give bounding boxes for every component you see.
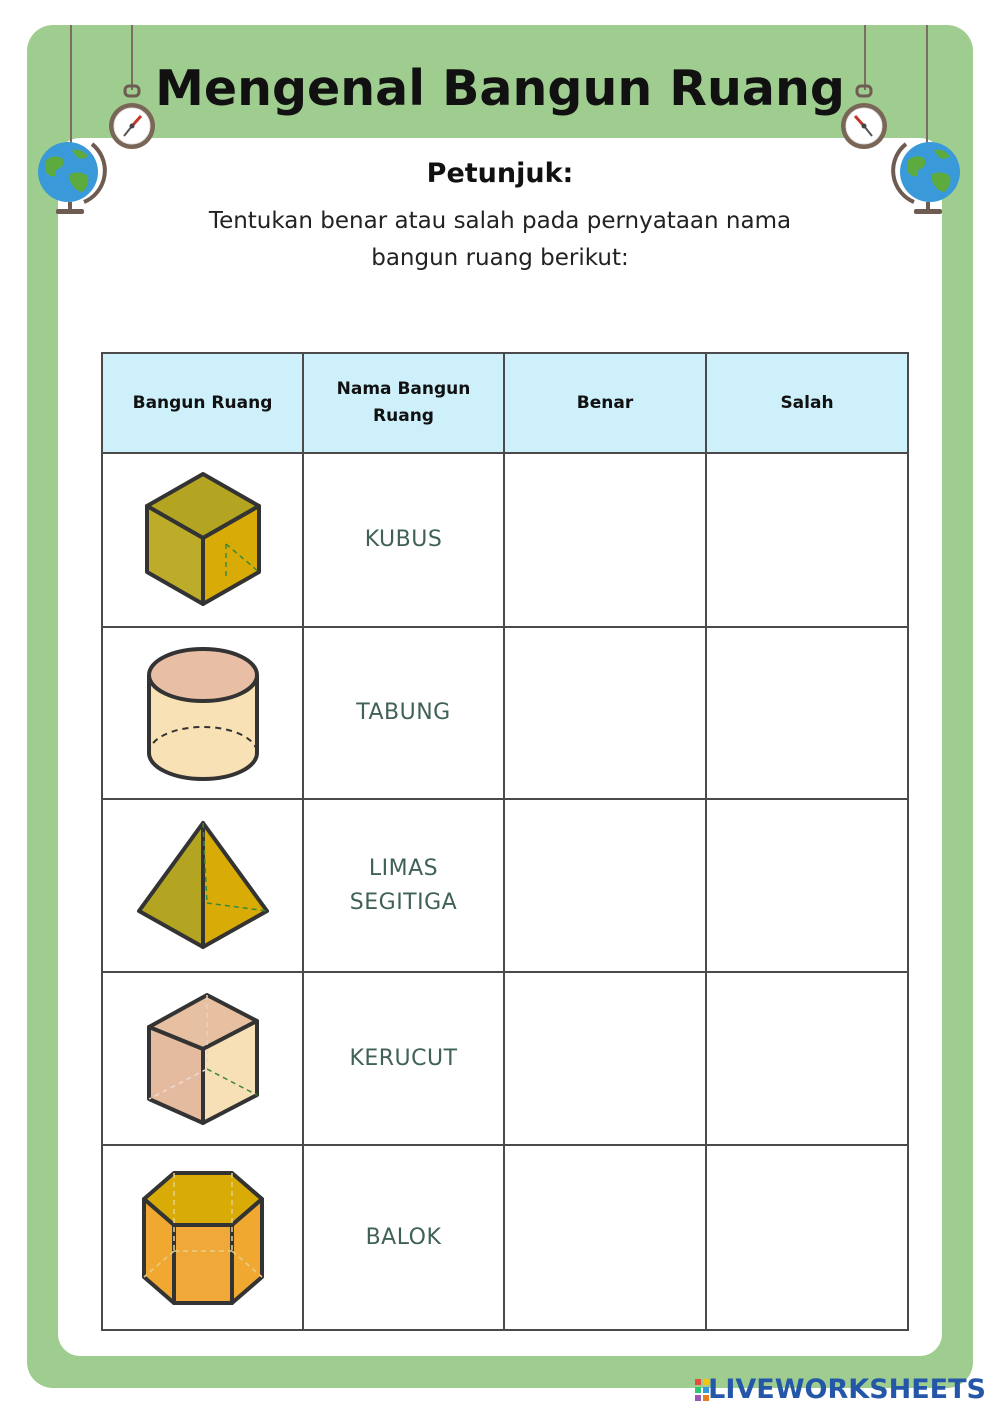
instructions-text	[180, 203, 820, 277]
header-nama-bangun-ruang	[303, 353, 504, 453]
shape-name: KERUCUT	[349, 1045, 458, 1071]
hexagonal-prism-icon	[138, 1167, 268, 1309]
table-row	[102, 1145, 908, 1330]
shape-cell	[102, 972, 303, 1145]
shape-cell	[102, 1145, 303, 1330]
shape-name-cell	[303, 1145, 504, 1330]
salah-answer-cell[interactable]	[706, 972, 908, 1145]
cylinder-icon	[145, 643, 261, 783]
shape-name: LIMAS	[368, 855, 439, 881]
pyramid-icon	[135, 819, 271, 953]
shape-name-cell	[303, 627, 504, 799]
header-benar: Benar	[504, 353, 706, 453]
hanging-string	[926, 25, 928, 143]
instructions-line: bangun ruang berikut:	[371, 245, 629, 271]
benar-answer-cell[interactable]	[504, 799, 706, 972]
globe-icon	[890, 136, 964, 216]
shape-name-cell	[303, 453, 504, 627]
instructions-heading: Petunjuk:	[426, 158, 574, 189]
benar-answer-cell[interactable]	[504, 453, 706, 627]
shape-name: BALOK	[365, 1224, 442, 1250]
table-row	[102, 799, 908, 972]
table-header-row	[102, 353, 908, 453]
benar-answer-cell[interactable]	[504, 972, 706, 1145]
shape-cell	[102, 627, 303, 799]
cube-icon	[141, 470, 265, 610]
header-line: Nama Bangun	[336, 379, 471, 399]
answer-table	[101, 352, 909, 1331]
salah-answer-cell[interactable]	[706, 799, 908, 972]
salah-answer-cell[interactable]	[706, 1145, 908, 1330]
shape-name-cell	[303, 799, 504, 972]
salah-answer-cell[interactable]	[706, 453, 908, 627]
shape-cell	[102, 799, 303, 972]
cuboid-icon	[145, 991, 261, 1127]
table-row	[102, 627, 908, 799]
header-line: Ruang	[373, 406, 434, 426]
hanging-string	[70, 25, 72, 143]
instructions-line: Tentukan benar atau salah pada pernyataan nama	[208, 208, 792, 234]
shape-cell	[102, 453, 303, 627]
benar-answer-cell[interactable]	[504, 1145, 706, 1330]
benar-answer-cell[interactable]	[504, 627, 706, 799]
page-title: Mengenal Bangun Ruang	[155, 60, 845, 117]
shape-name: SEGITIGA	[349, 889, 458, 915]
table-row	[102, 453, 908, 627]
table-row	[102, 972, 908, 1145]
shape-name-cell	[303, 972, 504, 1145]
shape-name: TABUNG	[356, 700, 451, 725]
salah-answer-cell[interactable]	[706, 627, 908, 799]
globe-icon	[34, 136, 108, 216]
watermark-text: LIVEWORKSHEETS	[708, 1374, 986, 1405]
hanging-string	[864, 25, 866, 90]
header-salah: Salah	[706, 353, 908, 453]
header-bangun-ruang: Bangun Ruang	[102, 353, 303, 453]
hanging-string	[131, 25, 133, 90]
shape-name: KUBUS	[364, 527, 443, 552]
